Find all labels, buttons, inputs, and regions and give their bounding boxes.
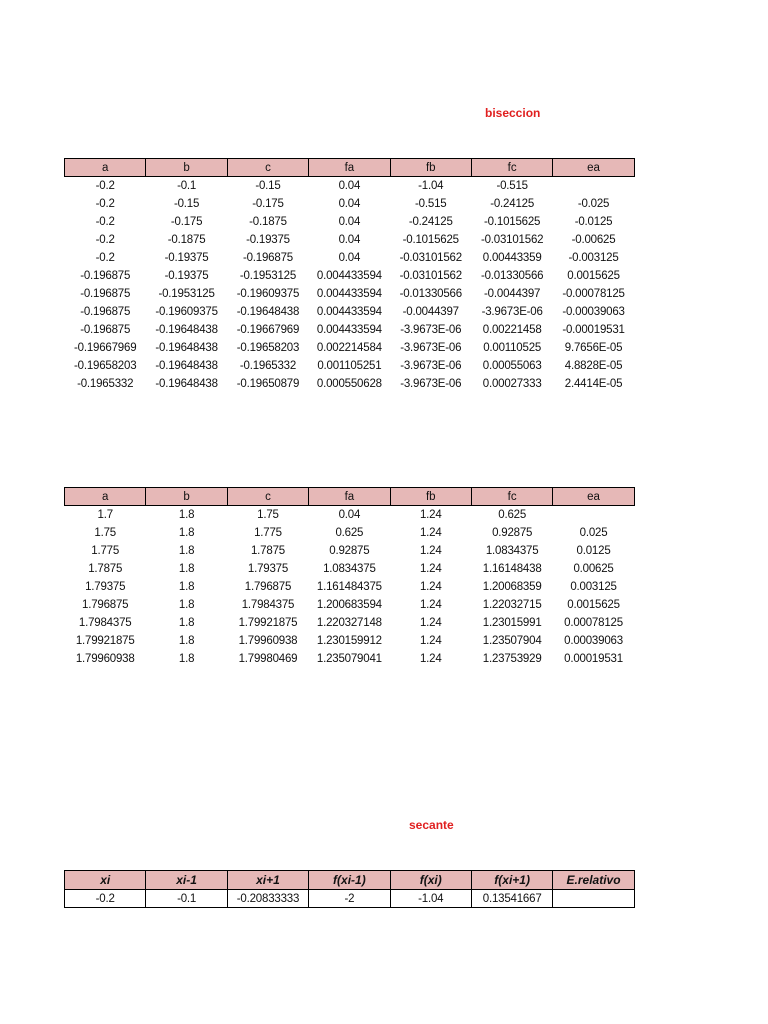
table-cell: 0.004433594 [316,306,382,318]
column-header: E.relativo [553,871,634,890]
table-cell: 0.00019531 [564,653,623,665]
table-cell: 1.23507904 [482,635,542,647]
table-row [65,524,635,542]
table-cell: -1.04 [390,890,471,908]
table-cell: 1.0834375 [323,563,376,575]
table-cell: 1.75 [94,527,116,539]
table-cell: -0.19667969 [74,342,137,354]
table-cell: 1.8 [178,509,195,521]
table-cell: -0.1965332 [77,378,134,390]
table-cell: 1.79921875 [238,617,298,629]
table-cell: 1.22032715 [482,599,542,611]
table-row [65,578,635,596]
table-cell: -0.19375 [164,252,209,264]
table-cell: -0.19648438 [155,360,218,372]
table-cell: 0.04 [338,180,361,192]
table-cell: -3.9673E-06 [481,306,543,318]
table-cell: -0.24125 [408,216,453,228]
table-cell: 1.24 [419,581,442,593]
table-cell: -0.19650879 [236,378,300,390]
table-cell: 1.796875 [244,581,292,593]
table-cell: 1.79375 [85,581,126,593]
table-cell: 1.24 [419,509,442,521]
table-cell: 0.04 [338,216,361,228]
table-cell: 1.7 [97,509,113,521]
table-row [65,195,635,213]
table-cell: 1.161484375 [316,581,382,593]
table-row [65,632,635,650]
table-cell: -0.19648438 [155,324,218,336]
table-cell: 1.7875 [250,545,285,557]
table-cell: -0.15 [173,198,200,210]
table-cell: 1.8 [178,617,195,629]
table-cell: -0.24125 [490,198,535,210]
table-cell: -0.19375 [164,270,209,282]
table-cell: -0.1015625 [402,234,459,246]
table-cell: 1.79375 [247,563,289,575]
table-cell: 0.04 [338,198,361,210]
table-cell: -0.19648438 [236,306,300,318]
table-cell: -0.025 [577,198,610,210]
table-cell: 0.0015625 [567,270,620,282]
table-row [65,285,635,303]
column-header: fc [471,159,552,177]
table-cell: -0.00625 [571,234,616,246]
table-cell: 0.000550628 [316,378,382,390]
table-cell: -0.0044397 [484,288,541,300]
table-cell: -0.19658203 [236,342,300,354]
table-cell: 1.8 [178,599,195,611]
table-row [65,321,635,339]
table-cell: -0.2 [95,180,115,192]
table-cell: 1.79960938 [75,653,135,665]
table-cell: 0.001105251 [317,360,382,372]
column-header: b [146,488,227,506]
table-cell: 9.7656E-05 [564,342,623,354]
table-cell: -0.1953125 [239,270,297,282]
table-cell: 1.20068359 [482,581,542,593]
table-cell: -0.00039063 [562,306,625,318]
table-cell: 0.00055063 [482,360,542,372]
table-cell: -0.2 [95,252,115,264]
table-cell: -0.2 [95,216,115,228]
bisection-title: biseccion [485,106,541,120]
table-row [65,303,635,321]
table-cell: 0.625 [335,527,364,539]
table-cell: -0.03101562 [399,252,462,264]
secant-title: secante [409,818,454,832]
table-cell: 0.92875 [492,527,533,539]
table-cell: -0.0044397 [402,306,459,318]
table-cell: -0.19375 [246,234,290,246]
column-header: fa [309,159,390,177]
table-cell: -0.0125 [574,216,613,228]
table-cell [553,506,634,525]
table-cell: 0.04 [338,509,361,521]
table-cell: -0.1953125 [158,288,215,300]
table-cell: -0.1875 [167,234,206,246]
table-cell: 1.23753929 [482,653,542,665]
column-header: fb [390,488,471,506]
table-row [65,267,635,285]
table-cell: -3.9673E-06 [400,342,462,354]
table-row [65,614,635,632]
table-cell: 1.200683594 [316,599,382,611]
table-cell: -0.2 [95,234,115,246]
table-cell: -0.01330566 [399,288,462,300]
table-cell: 0.04 [338,234,361,246]
table-row [65,357,635,375]
table-cell: 0.13541667 [471,890,552,908]
table-row [65,560,635,578]
table-cell: -0.196875 [80,306,131,318]
table-cell: -0.03101562 [480,234,544,246]
table-cell: 1.775 [91,545,120,557]
table-cell: -0.2 [65,890,146,908]
table-cell: 0.00443359 [482,252,542,264]
table-row [65,231,635,249]
table-cell: 1.79921875 [75,635,135,647]
table-cell: 2.4414E-05 [564,378,623,390]
table-cell: 1.75 [257,509,279,521]
table-row [65,650,635,668]
table-cell: -3.9673E-06 [400,378,462,390]
column-header: xi-1 [146,871,227,890]
table-cell: 1.24 [419,617,442,629]
table-cell: 0.00221458 [482,324,542,336]
table-cell: -0.20833333 [227,890,308,908]
table-row [65,249,635,267]
table-cell: -0.1875 [249,216,287,228]
table-cell: -0.1015625 [484,216,541,228]
column-header: xi [65,871,146,890]
table-cell: -0.00078125 [562,288,625,300]
table-cell: -0.19658203 [74,360,137,372]
table-cell: -0.15 [255,180,281,192]
table-row [65,542,635,560]
table-header-row [65,871,635,890]
column-header: xi+1 [227,871,308,890]
table-cell: 1.235079041 [316,653,382,665]
table-cell: 1.220327148 [316,617,382,629]
table-cell: 0.004433594 [316,324,382,336]
table-cell: 0.002214584 [316,342,382,354]
table-row [65,177,635,196]
table-cell: -0.196875 [80,288,131,300]
table-cell: 1.24 [419,635,442,647]
table-header-row [65,488,635,506]
table-cell: -0.19609375 [155,306,218,318]
table-cell: 1.24 [419,527,442,539]
table-cell: 1.796875 [82,599,129,611]
column-header: c [227,159,308,177]
column-header: fa [309,488,390,506]
table-cell: -0.19667969 [236,324,300,336]
table-cell: 1.24 [419,599,442,611]
table-cell: 1.7984375 [78,617,132,629]
column-header: f(xi) [390,871,471,890]
table-cell: 0.025 [579,527,608,539]
table-cell: -3.9673E-06 [400,324,462,336]
table-row [65,339,635,357]
table-cell: -0.515 [415,198,447,210]
table-cell: 1.0834375 [485,545,539,557]
table-cell: -0.175 [252,198,284,210]
table-cell: -0.2 [95,198,115,210]
table-cell: -0.19648438 [155,378,218,390]
table-row [65,375,635,393]
table-row [65,596,635,614]
table-cell: -0.01330566 [480,270,544,282]
table-cell [553,177,634,196]
table-cell: 0.92875 [329,545,370,557]
table-cell: 1.8 [178,563,195,575]
table-cell [553,890,634,908]
table-row [65,506,635,525]
column-header: fb [390,159,471,177]
table-cell: -0.003125 [568,252,619,264]
table-cell: 1.24 [419,563,442,575]
column-header: fc [471,488,552,506]
table-cell: 0.00027333 [482,378,542,390]
table-cell: -0.175 [170,216,203,228]
table-cell: 0.00078125 [564,617,623,629]
table-row [65,890,635,908]
column-header: ea [553,159,634,177]
column-header: f(xi-1) [309,871,390,890]
table-cell: 4.8828E-05 [564,360,623,372]
table-cell: 0.00039063 [564,635,623,647]
table-cell: 0.04 [338,252,361,264]
table-cell: -0.196875 [242,252,293,264]
table-cell: 1.775 [254,527,282,539]
table-cell: 0.004433594 [316,270,382,282]
table-cell: -0.196875 [80,324,131,336]
table-cell: 1.8 [178,527,195,539]
table-cell: 1.8 [178,653,195,665]
table-cell: -1.04 [418,180,444,192]
table-cell: 0.0015625 [567,599,620,611]
table-row [65,213,635,231]
table-cell: -0.515 [496,180,528,192]
column-header: c [227,488,308,506]
table-cell: -0.03101562 [399,270,462,282]
table-cell: 1.7984375 [241,599,295,611]
column-header: b [146,159,227,177]
table-cell: 1.24 [419,653,442,665]
table-cell: 1.23015991 [482,617,542,629]
table-cell: 0.004433594 [316,288,382,300]
table-cell: 1.8 [178,545,195,557]
table-header-row [65,159,635,177]
column-header: f(xi+1) [471,871,552,890]
table-cell: 0.0125 [576,545,611,557]
bisection-table-2 [64,487,635,668]
table-cell: -0.1 [177,180,197,192]
table-cell: 1.24 [419,545,442,557]
table-cell: -0.1965332 [239,360,297,372]
table-cell: 1.230159912 [316,635,382,647]
table-cell: -0.19648438 [155,342,218,354]
bisection-table-1 [64,158,635,393]
table-cell: 0.003125 [570,581,617,593]
table-cell: -2 [309,890,390,908]
table-cell: 1.79960938 [238,635,298,647]
table-cell: 1.8 [178,581,195,593]
column-header: a [65,159,146,177]
table-cell: 0.00110525 [483,342,542,354]
table-cell: 0.625 [498,509,527,521]
table-cell: 1.79980469 [238,653,298,665]
table-cell: 0.00625 [573,563,614,575]
table-cell: -0.00019531 [562,324,625,336]
table-cell: -0.196875 [80,270,131,282]
table-cell: 1.7875 [88,563,123,575]
table-cell: -0.1 [146,890,227,908]
column-header: a [65,488,146,506]
table-cell: 1.16148438 [482,563,542,575]
table-cell: -0.19609375 [236,288,300,300]
table-cell: 1.8 [178,635,195,647]
column-header: ea [553,488,634,506]
secant-table [64,870,635,908]
table-cell: -3.9673E-06 [400,360,462,372]
